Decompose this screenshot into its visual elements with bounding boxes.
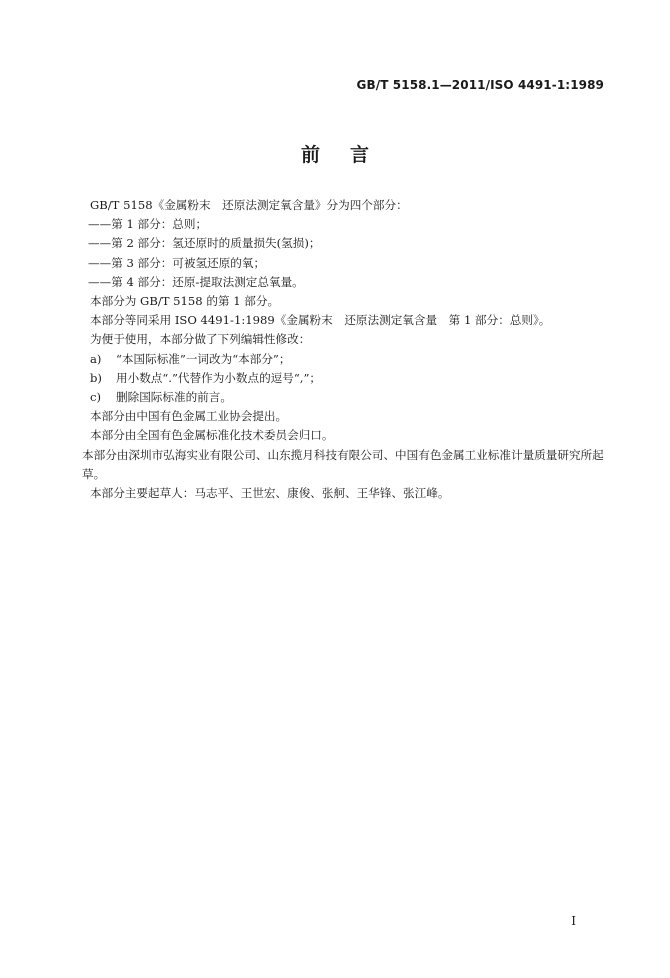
edit-item-b bbox=[90, 369, 610, 388]
adoption-line: 本部分等同采用 ISO 4491-1:1989《金属粉末 还原法测定氧含量 第 1 部分：总则》。 bbox=[90, 313, 551, 328]
page-title: 前言 bbox=[300, 144, 399, 166]
drafters-line: 本部分主要起草人：马志平、王世宏、康俊、张舸、王华锋、张江峰。 bbox=[90, 486, 450, 501]
edit-item-mark: b) bbox=[90, 370, 102, 385]
centralized-by-line: 本部分由全国有色金属标准化技术委员会归口。 bbox=[90, 428, 334, 443]
edit-item-text: 删除国际标准的前言。 bbox=[116, 390, 232, 405]
proposed-by-line: 本部分由中国有色金属工业协会提出。 bbox=[90, 409, 288, 424]
part-3-line: ——第 3 部分：可被氢还原的氧； bbox=[88, 255, 266, 270]
this-part-line: 本部分为 GB/T 5158 的第 1 部分。 bbox=[90, 294, 280, 309]
page-number: I bbox=[571, 914, 576, 928]
edit-item-c bbox=[90, 388, 610, 407]
edit-item-mark: c) bbox=[90, 390, 102, 405]
part-1-line: ——第 1 部分：总则； bbox=[88, 217, 208, 232]
edit-item-a bbox=[90, 350, 610, 369]
foreword-body bbox=[82, 196, 610, 503]
drafted-by-line: 本部分由深圳市弘海实业有限公司、山东揽月科技有限公司、中国有色金属工业标准计量质量研究所起草。 bbox=[82, 447, 604, 481]
standard-code: GB/T 5158.1—2011/ISO 4491-1:1989 bbox=[356, 78, 604, 92]
edits-intro-line: 为便于使用，本部分做了下列编辑性修改： bbox=[90, 332, 311, 347]
edit-item-text: “本国际标准”一词改为“本部分”； bbox=[116, 351, 291, 366]
edit-item-mark: a) bbox=[90, 351, 102, 366]
part-4-line: ——第 4 部分：还原-提取法测定总氧量。 bbox=[88, 274, 304, 289]
edit-item-text: 用小数点“.”代替作为小数点的逗号“,”； bbox=[116, 370, 321, 385]
intro-line: GB/T 5158《金属粉末 还原法测定氧含量》分为四个部分： bbox=[90, 198, 408, 212]
part-2-line: ——第 2 部分：氢还原时的质量损失(氢损)； bbox=[88, 236, 321, 251]
